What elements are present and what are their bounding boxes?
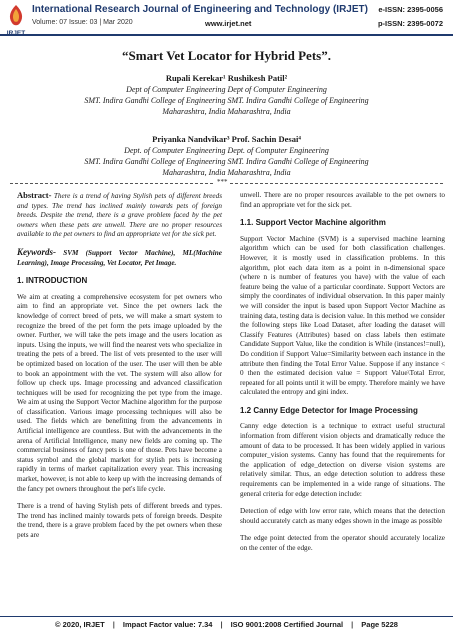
e-issn: e-ISSN: 2395-0056: [378, 5, 443, 14]
intro-paragraph: We aim at creating a comprehensive ecosystem for pet owners who aim to find an appropriate vet. Since the pet owners lack the knowledge of correct breed of pets, we will make a smart system to recognize the breed of the pet form the pets image uploaded by the owner. Further, we will take the pets image and the users location as inputs. Using the inputs, we will find the nearest vets who specialize in treating the pets of a breed. The list of vets presented to the user will be optimized based on location of the user. The user will then be able to book an appointment with the vet. The system will also allow for follow up check ups. Image processing and advanced classification techniques will be used for recognizing the pet type from the image. We aim at using the Support Vector Machine algorithm for the purpose of classification. Various image processing techniques will also be used. The fields which are benefitting from the advancements in Artificial intelligence are countless. But with the advancements in the arena of Artificial Intelligence, many new fields are coming up. The commercial business of fancy pets is one of those. Pets have become a status symbol and the global market for stylish pets is increasing rapidly in terms of market capitalization every year. This increasing market, however, is not able to keep up with the increasing demands of the fancy pet owners throughout the pet's life cycle.: [17, 292, 222, 493]
journal-url-link[interactable]: www.irjet.net: [205, 19, 252, 28]
affiliation-line: Dept. of Computer Engineering Dept. of Computer Engineering: [124, 146, 329, 155]
footer-separator: |: [351, 620, 354, 629]
author-group-1: [0, 72, 453, 117]
keywords-label: Keywords-: [17, 246, 56, 257]
divider-mark: ***: [217, 178, 228, 186]
abstract: [17, 191, 222, 240]
footer-iso: ISO 9001:2008 Certified Journal: [230, 620, 344, 629]
author-names: Priyanka Nandvikar³ Prof. Sachin Desai⁴: [152, 134, 301, 144]
affiliation-line: SMT. Indira Gandhi College of Engineering SMT. Indira Gandhi College of Engineering: [84, 157, 369, 166]
footer-separator: |: [220, 620, 223, 629]
svm-paragraph: Support Vector Machine (SVM) is a supervised machine learning algorithm which can be used for both classification challenges. However, it is mostly used in classification problems. In this algorithm, plot each data item as a point in n-dimensional space (where n is number of features you have) with the value of each feature being the value of a particular coordinate. Support Vectors are simply the coordinates of individual observation. In this paper mainly we will consider the input is based upon Support Vector Machine as training data, testing data is decision value. In this method we consider the following steps like Load Dataset, after loading the dataset will Classify Features (Attributes) based on class labels then estimate Candidate Support Value, like the condition is While (instances!=null), Do condition if Support Value=Similarity between each instance in the attribute then finding the Total Error Value. Suppose if any instance < 0 then the estimated decision value = Support Value\Total Error, repeated for all points until it will be empty. Therefore mainly we have calculated the entropy and gini index.: [240, 234, 445, 397]
journal-header: [0, 0, 453, 48]
footer-impact: Impact Factor value: 7.34: [122, 620, 213, 629]
footer-separator: |: [112, 620, 115, 629]
footer-copyright: © 2020, IRJET: [55, 620, 105, 629]
canny-paragraph: Detection of edge with low error rate, which means that the detection should accurately catch as many edges shown in the image as possible: [240, 507, 445, 525]
canny-paragraph: Canny edge detection is a technique to extract useful structural information from different vision objects and dramatically reduce the amount of data to be processed. It has been widely applied in various computer_vision systems. Canny has found that the requirements for the application of edge_detection on diverse vision systems are relatively similar. Thus, an edge detection solution to address these requirements can be implemented in a wide range of situations. The general criteria for edge detection include:: [240, 422, 445, 498]
canny-paragraph: The edge point detected from the operator should accurately localize on the center of the edge.: [240, 534, 445, 552]
svm-heading: 1.1. Support Vector Machine algorithm: [240, 218, 386, 228]
right-column: [240, 191, 445, 562]
footer-rule: [0, 616, 453, 617]
volume-issue: Volume: 07 Issue: 03 | Mar 2020: [32, 19, 133, 26]
author-group-2: [0, 133, 453, 178]
keywords-text: SVM (Support Vector Machine), ML(Machine Learning), Image Processing, Vet Locator, Pet Image.: [17, 248, 222, 267]
footer-page: Page 5228: [361, 620, 398, 629]
paper-title: “Smart Vet Locator for Hybrid Pets”.: [122, 48, 331, 63]
continued-paragraph: unwell. There are no proper resources available to the pet owners to find an appropriate vet for the sick pet.: [240, 191, 445, 209]
affiliation-line: Maharashtra, India Maharashtra, India: [162, 107, 291, 116]
intro-heading: 1. INTRODUCTION: [17, 276, 88, 286]
journal-volume: [32, 19, 155, 26]
keywords: [17, 248, 222, 268]
journal-title: International Research Journal of Engineering and Technology (IRJET): [32, 4, 368, 15]
affiliation-line: Dept of Computer Engineering Dept of Computer Engineering: [126, 85, 327, 94]
canny-heading: 1.2 Canny Edge Detector for Image Processing: [240, 405, 418, 415]
abstract-label: Abstract-: [17, 190, 52, 200]
author-names: Rupali Kerekar¹ Rushikesh Patil²: [165, 73, 288, 83]
left-column: [17, 191, 222, 549]
header-rule: [0, 34, 453, 36]
intro-paragraph: There is a trend of having Stylish pets of different breeds and types. The trend has inclined mainly towards pets of foreign breeds. Despite the trend, there is a grave problem faced by the pet owners when these pets are: [17, 502, 222, 539]
affiliation-line: Maharashtra, India Maharashtra, India: [162, 168, 291, 177]
p-issn: p-ISSN: 2395-0072: [377, 19, 443, 28]
abstract-text: There is a trend of having Stylish pets of different breeds and types. The trend has inclined mainly towards pets of foreign breeds. Despite the trend, there is a grave problem faced by the pet owners when these pets are unwell. There are no proper resources available to the pet owners to find an appropriate vet for the sick pet.: [17, 192, 222, 239]
affiliation-line: SMT. Indira Gandhi College of Engineering SMT. Indira Gandhi College of Engineering: [84, 96, 369, 105]
page-footer: [0, 620, 453, 629]
